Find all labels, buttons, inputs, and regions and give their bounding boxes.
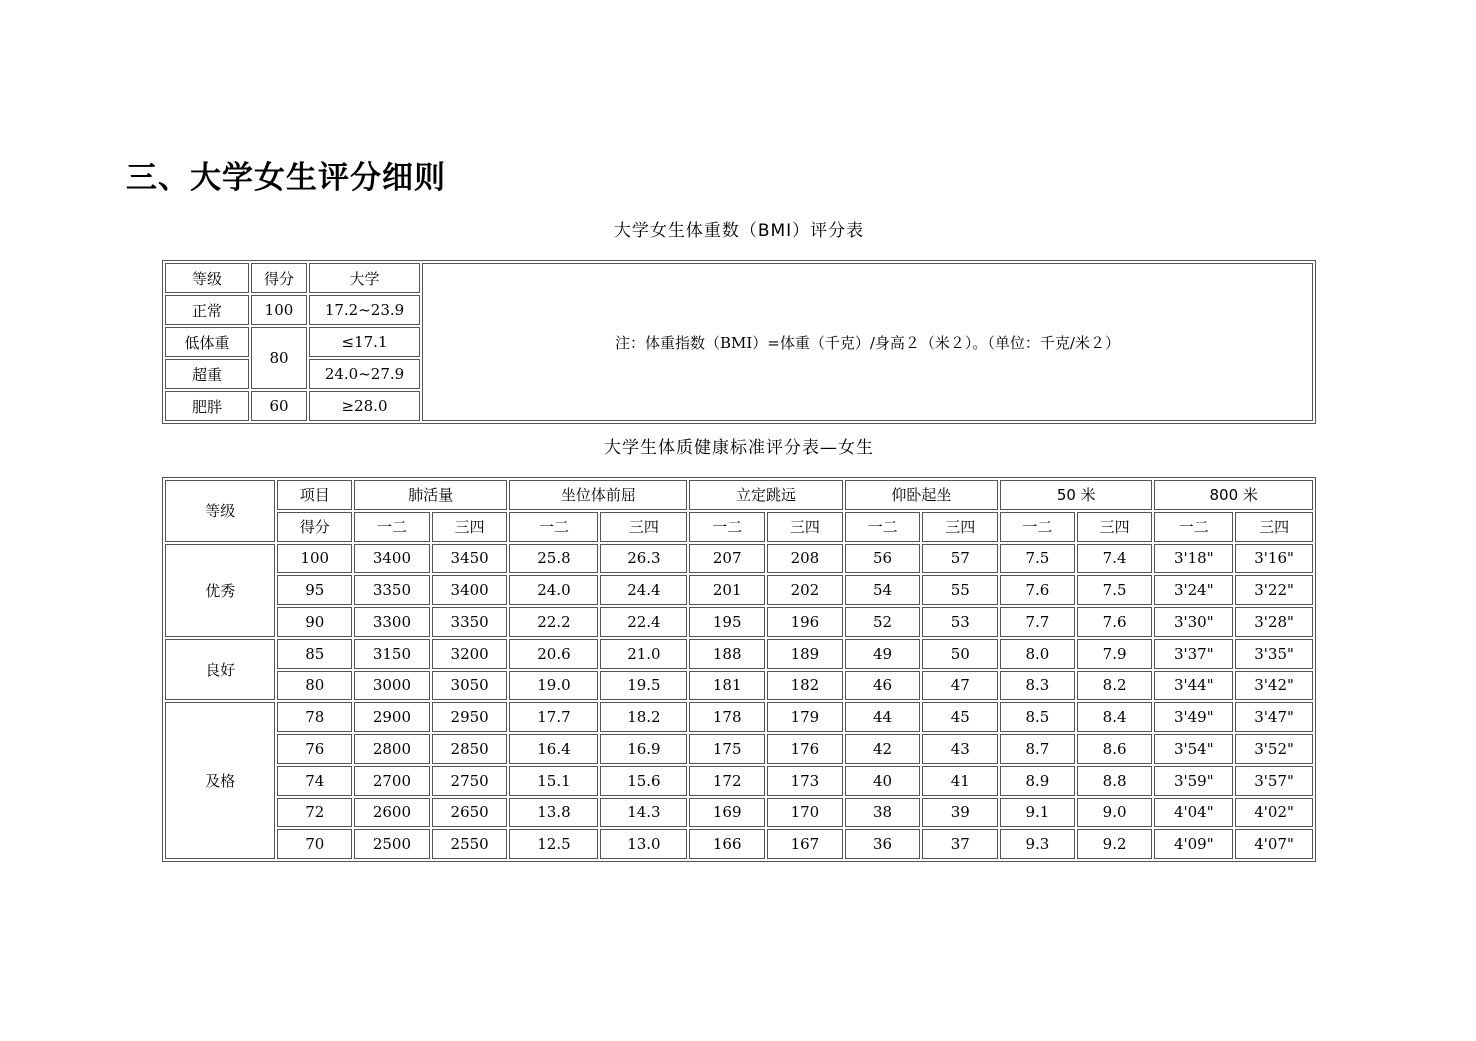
value-cell: 43 bbox=[922, 734, 998, 764]
value-cell: 9.0 bbox=[1077, 798, 1153, 828]
header-level: 等级 bbox=[165, 263, 249, 293]
table-row bbox=[165, 544, 1313, 574]
value-cell: 8.9 bbox=[1000, 766, 1075, 796]
value-cell: 208 bbox=[767, 544, 843, 574]
header-score: 得分 bbox=[277, 512, 352, 542]
value-cell: 7.6 bbox=[1077, 607, 1153, 637]
bmi-table-title: 大学女生体重数（BMI）评分表 bbox=[613, 221, 865, 241]
score-cell: 90 bbox=[277, 607, 352, 637]
value-cell: 16.4 bbox=[509, 734, 598, 764]
value-cell: 7.5 bbox=[1077, 575, 1153, 605]
value-cell: 4'04" bbox=[1154, 798, 1233, 828]
bmi-range-cell: 24.0~27.9 bbox=[309, 359, 420, 389]
value-cell: 40 bbox=[845, 766, 921, 796]
value-cell: 8.4 bbox=[1077, 702, 1153, 732]
score-cell: 74 bbox=[277, 766, 352, 796]
bmi-score-cell: 60 bbox=[251, 391, 307, 421]
value-cell: 8.7 bbox=[1000, 734, 1075, 764]
value-cell: 176 bbox=[767, 734, 843, 764]
header-level: 等级 bbox=[165, 480, 275, 542]
value-cell: 42 bbox=[845, 734, 921, 764]
value-cell: 15.1 bbox=[509, 766, 598, 796]
value-cell: 179 bbox=[767, 702, 843, 732]
value-cell: 21.0 bbox=[600, 639, 687, 669]
grade-level-cell: 优秀 bbox=[165, 544, 275, 637]
value-cell: 8.0 bbox=[1000, 639, 1075, 669]
page-heading: 三、大学女生评分细则 bbox=[126, 160, 446, 196]
value-cell: 3'22" bbox=[1235, 575, 1313, 605]
value-cell: 3'47" bbox=[1235, 702, 1313, 732]
header-grade-1-2: 一二 bbox=[354, 512, 430, 542]
value-cell: 3400 bbox=[354, 544, 430, 574]
value-cell: 3350 bbox=[432, 607, 508, 637]
value-cell: 41 bbox=[922, 766, 998, 796]
value-cell: 173 bbox=[767, 766, 843, 796]
value-cell: 2800 bbox=[354, 734, 430, 764]
value-cell: 3000 bbox=[354, 671, 430, 701]
header-grade-3-4: 三四 bbox=[767, 512, 843, 542]
value-cell: 3'54" bbox=[1154, 734, 1233, 764]
value-cell: 201 bbox=[689, 575, 765, 605]
header-50m-run: 50 米 bbox=[1000, 480, 1152, 510]
header-grade-1-2: 一二 bbox=[689, 512, 765, 542]
value-cell: 53 bbox=[922, 607, 998, 637]
score-cell: 72 bbox=[277, 798, 352, 828]
value-cell: 46 bbox=[845, 671, 921, 701]
value-cell: 2650 bbox=[432, 798, 508, 828]
score-cell: 70 bbox=[277, 829, 352, 859]
value-cell: 37 bbox=[922, 829, 998, 859]
value-cell: 172 bbox=[689, 766, 765, 796]
value-cell: 4'02" bbox=[1235, 798, 1313, 828]
value-cell: 7.4 bbox=[1077, 544, 1153, 574]
header-grade-1-2: 一二 bbox=[845, 512, 921, 542]
value-cell: 9.1 bbox=[1000, 798, 1075, 828]
bmi-table bbox=[162, 260, 1316, 424]
value-cell: 189 bbox=[767, 639, 843, 669]
table-row bbox=[165, 829, 1313, 859]
value-cell: 7.7 bbox=[1000, 607, 1075, 637]
value-cell: 3300 bbox=[354, 607, 430, 637]
header-standing-long-jump: 立定跳远 bbox=[689, 480, 842, 510]
value-cell: 36 bbox=[845, 829, 921, 859]
header-grade-3-4: 三四 bbox=[432, 512, 508, 542]
bmi-range-cell: 17.2~23.9 bbox=[309, 295, 420, 325]
table-row bbox=[165, 734, 1313, 764]
value-cell: 2550 bbox=[432, 829, 508, 859]
header-vital-capacity: 肺活量 bbox=[354, 480, 507, 510]
value-cell: 8.8 bbox=[1077, 766, 1153, 796]
value-cell: 52 bbox=[845, 607, 921, 637]
header-grade-1-2: 一二 bbox=[509, 512, 598, 542]
header-800m-run: 800 米 bbox=[1154, 480, 1313, 510]
value-cell: 2750 bbox=[432, 766, 508, 796]
header-grade-1-2: 一二 bbox=[1154, 512, 1233, 542]
value-cell: 166 bbox=[689, 829, 765, 859]
value-cell: 7.5 bbox=[1000, 544, 1075, 574]
value-cell: 181 bbox=[689, 671, 765, 701]
value-cell: 3'24" bbox=[1154, 575, 1233, 605]
value-cell: 2850 bbox=[432, 734, 508, 764]
value-cell: 7.6 bbox=[1000, 575, 1075, 605]
value-cell: 3'28" bbox=[1235, 607, 1313, 637]
value-cell: 169 bbox=[689, 798, 765, 828]
value-cell: 24.0 bbox=[509, 575, 598, 605]
header-sit-ups: 仰卧起坐 bbox=[845, 480, 998, 510]
value-cell: 170 bbox=[767, 798, 843, 828]
header-sit-and-reach: 坐位体前屈 bbox=[509, 480, 687, 510]
value-cell: 2500 bbox=[354, 829, 430, 859]
value-cell: 9.3 bbox=[1000, 829, 1075, 859]
table-row bbox=[165, 702, 1313, 732]
value-cell: 4'09" bbox=[1154, 829, 1233, 859]
value-cell: 55 bbox=[922, 575, 998, 605]
header-grade-3-4: 三四 bbox=[1077, 512, 1153, 542]
bmi-score-cell: 100 bbox=[251, 295, 307, 325]
score-cell: 76 bbox=[277, 734, 352, 764]
value-cell: 8.3 bbox=[1000, 671, 1075, 701]
value-cell: 182 bbox=[767, 671, 843, 701]
value-cell: 3'18" bbox=[1154, 544, 1233, 574]
value-cell: 202 bbox=[767, 575, 843, 605]
value-cell: 14.3 bbox=[600, 798, 687, 828]
value-cell: 4'07" bbox=[1235, 829, 1313, 859]
grade-level-cell: 及格 bbox=[165, 702, 275, 859]
value-cell: 47 bbox=[922, 671, 998, 701]
value-cell: 57 bbox=[922, 544, 998, 574]
table-row bbox=[165, 575, 1313, 605]
value-cell: 17.7 bbox=[509, 702, 598, 732]
bmi-level-cell: 正常 bbox=[165, 295, 249, 325]
value-cell: 3'57" bbox=[1235, 766, 1313, 796]
value-cell: 3'49" bbox=[1154, 702, 1233, 732]
value-cell: 38 bbox=[845, 798, 921, 828]
table-header-row bbox=[165, 480, 1313, 510]
value-cell: 26.3 bbox=[600, 544, 687, 574]
value-cell: 9.2 bbox=[1077, 829, 1153, 859]
value-cell: 20.6 bbox=[509, 639, 598, 669]
value-cell: 15.6 bbox=[600, 766, 687, 796]
grade-level-cell: 良好 bbox=[165, 639, 275, 701]
value-cell: 3450 bbox=[432, 544, 508, 574]
value-cell: 3200 bbox=[432, 639, 508, 669]
bmi-range-cell: ≤17.1 bbox=[309, 327, 420, 357]
value-cell: 7.9 bbox=[1077, 639, 1153, 669]
value-cell: 178 bbox=[689, 702, 765, 732]
value-cell: 13.8 bbox=[509, 798, 598, 828]
header-grade-3-4: 三四 bbox=[1235, 512, 1313, 542]
value-cell: 3150 bbox=[354, 639, 430, 669]
value-cell: 2700 bbox=[354, 766, 430, 796]
value-cell: 56 bbox=[845, 544, 921, 574]
fitness-table-title: 大学生体质健康标准评分表—女生 bbox=[604, 438, 874, 458]
bmi-level-cell: 低体重 bbox=[165, 327, 249, 357]
value-cell: 3400 bbox=[432, 575, 508, 605]
value-cell: 8.5 bbox=[1000, 702, 1075, 732]
value-cell: 44 bbox=[845, 702, 921, 732]
score-cell: 100 bbox=[277, 544, 352, 574]
fitness-table bbox=[162, 477, 1316, 862]
value-cell: 3'52" bbox=[1235, 734, 1313, 764]
score-cell: 95 bbox=[277, 575, 352, 605]
value-cell: 195 bbox=[689, 607, 765, 637]
value-cell: 24.4 bbox=[600, 575, 687, 605]
value-cell: 207 bbox=[689, 544, 765, 574]
value-cell: 3'37" bbox=[1154, 639, 1233, 669]
header-item: 项目 bbox=[277, 480, 352, 510]
value-cell: 2600 bbox=[354, 798, 430, 828]
value-cell: 25.8 bbox=[509, 544, 598, 574]
header-score: 得分 bbox=[251, 263, 307, 293]
header-grade-1-2: 一二 bbox=[1000, 512, 1075, 542]
value-cell: 3050 bbox=[432, 671, 508, 701]
header-university: 大学 bbox=[309, 263, 420, 293]
score-cell: 85 bbox=[277, 639, 352, 669]
table-subheader-row bbox=[165, 512, 1313, 542]
bmi-range-cell: ≥28.0 bbox=[309, 391, 420, 421]
value-cell: 54 bbox=[845, 575, 921, 605]
value-cell: 18.2 bbox=[600, 702, 687, 732]
score-cell: 80 bbox=[277, 671, 352, 701]
value-cell: 19.5 bbox=[600, 671, 687, 701]
value-cell: 188 bbox=[689, 639, 765, 669]
value-cell: 3'44" bbox=[1154, 671, 1233, 701]
score-cell: 78 bbox=[277, 702, 352, 732]
value-cell: 196 bbox=[767, 607, 843, 637]
value-cell: 3'30" bbox=[1154, 607, 1233, 637]
value-cell: 19.0 bbox=[509, 671, 598, 701]
value-cell: 39 bbox=[922, 798, 998, 828]
value-cell: 45 bbox=[922, 702, 998, 732]
value-cell: 3'16" bbox=[1235, 544, 1313, 574]
value-cell: 16.9 bbox=[600, 734, 687, 764]
table-row bbox=[165, 607, 1313, 637]
value-cell: 49 bbox=[845, 639, 921, 669]
value-cell: 8.6 bbox=[1077, 734, 1153, 764]
value-cell: 167 bbox=[767, 829, 843, 859]
bmi-score-cell: 80 bbox=[251, 327, 307, 389]
value-cell: 3'35" bbox=[1235, 639, 1313, 669]
value-cell: 2950 bbox=[432, 702, 508, 732]
value-cell: 3350 bbox=[354, 575, 430, 605]
value-cell: 13.0 bbox=[600, 829, 687, 859]
table-row bbox=[165, 639, 1313, 669]
value-cell: 175 bbox=[689, 734, 765, 764]
table-row bbox=[165, 766, 1313, 796]
value-cell: 8.2 bbox=[1077, 671, 1153, 701]
value-cell: 3'42" bbox=[1235, 671, 1313, 701]
bmi-level-cell: 肥胖 bbox=[165, 391, 249, 421]
value-cell: 3'59" bbox=[1154, 766, 1233, 796]
value-cell: 22.4 bbox=[600, 607, 687, 637]
value-cell: 50 bbox=[922, 639, 998, 669]
value-cell: 2900 bbox=[354, 702, 430, 732]
table-row bbox=[165, 263, 1313, 293]
bmi-note: 注：体重指数（BMI）=体重（千克）/身高２（米２）。（单位：千克/米２） bbox=[422, 263, 1313, 421]
table-row bbox=[165, 798, 1313, 828]
header-grade-3-4: 三四 bbox=[600, 512, 687, 542]
value-cell: 22.2 bbox=[509, 607, 598, 637]
bmi-level-cell: 超重 bbox=[165, 359, 249, 389]
table-row bbox=[165, 671, 1313, 701]
value-cell: 12.5 bbox=[509, 829, 598, 859]
header-grade-3-4: 三四 bbox=[922, 512, 998, 542]
